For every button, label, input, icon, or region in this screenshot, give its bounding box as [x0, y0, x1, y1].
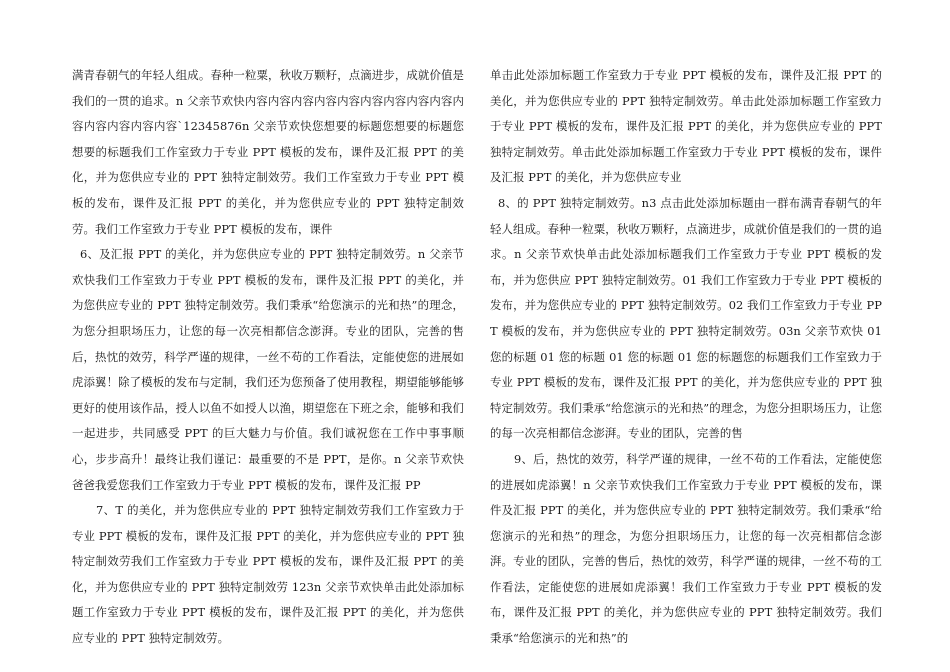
paragraph-6: 6、及汇报 PPT 的美化，并为您供应专业的 PPT 独特定制效劳。n 父亲节欢快我们工作室致力于专业 PPT 模板的发布，课件及汇报 PPT 的美化，并为您供应专业的 PPT 独特定制效劳。我们秉承“给您演示的光和热”的理念，为您分担职场压力，让您的每一次亮相都信念澎湃。专业的团队，完善的售后，热忱的效劳，科学严谨的规律，一丝不苟的工作看法，定能使您的进展如虎添翼！除了模板的发布与定制，我们还为您预备了使用教程，期望能够能够更好的使用该作品，授人以鱼不如授人以渔，期望您在下班之余，能够和我们一起进步，共同感受 PPT 的巨大魅力与价值。我们诚祝您在工作中事事顺心，步步高升！最终让我们谨记：最重要的不是 PPT，是你。n 父亲节欢快爸爸我爱您我们工作室致力于专业 PPT 模板的发布，课件及汇报 PP — [72, 247, 464, 492]
right-text-column — [490, 63, 882, 652]
paragraph-continuation: 满青春朝气的年轻人组成。春种一粒粟，秋收万颗籽，点滴进步，成就价值是我们的一贯的追求。n 父亲节欢快内容内容内容内容内容内容内容内容内容内容内容内容内容内容`12345876n 父亲节欢快您想要的标题您想要的标题您想要的标题我们工作室致力于专业 PPT 模板的发布，课件及汇报 PPT 的美化，并为您供应专业的 PPT 独特定制效劳。我们工作室致力于专业 PPT 模板的发布，课件及汇报 PPT 的美化，并为您供应专业的 PPT 独特定制效劳。我们工作室致力于专业 PPT 模板的发布，课件 — [72, 68, 464, 236]
paragraph-9: 9、后，热忱的效劳，科学严谨的规律，一丝不苟的工作看法，定能使您的进展如虎添翼！n 父亲节欢快我们工作室致力于专业 PPT 模板的发布，课件及汇报 PPT 的美化，并为您供应专业的 PPT 独特定制效劳。我们秉承“给您演示的光和热”的理念，为您分担职场压力，让您的每一次亮相都信念澎湃。专业的团队，完善的售后，热忱的效劳，科学严谨的规律，一丝不苟的工作看法，定能使您的进展如虎添翼！我们工作室致力于专业 PPT 模板的发布，课件及汇报 PPT 的美化，并为您供应专业的 PPT 独特定制效劳。我们秉承“给您演示的光和热”的 — [490, 451, 882, 646]
paragraph-8: 8、的 PPT 独特定制效劳。n3 点击此处添加标题由一群布满青春朝气的年轻人组成。春种一粒粟，秋收万颗籽，点滴进步，成就价值是我们的一贯的追求。n 父亲节欢快单击此处添加标题我们工作室致力于专业 PPT 模板的发布，并为您供应 PPT 独特定制效劳。01 我们工作室致力于专业 PPT 模板的发布，并为您供应专业的 PPT 独特定制效劳。02 我们工作室致力于专业 PPT 模板的发布，并为您供应专业的 PPT 独特定制效劳。03n 父亲节欢快 01 您的标题 01 您的标题 01 您的标题 01 您的标题您的标题我们工作室致力于专业 PPT 模板的发布，课件及汇报 PPT 的美化，并为您供应专业的 PPT 独特定制效劳。我们秉承“给您演示的光和热”的理念，为您分担职场压力，让您的每一次亮相都信念澎湃。专业的团队，完善的售 — [490, 195, 882, 441]
left-text-column — [72, 63, 464, 652]
paragraph-continuation-right: 单击此处添加标题工作室致力于专业 PPT 模板的发布，课件及汇报 PPT 的美化，并为您供应专业的 PPT 独特定制效劳。单击此处添加标题工作室致力于专业 PPT 模板的发布，课件及汇报 PPT 的美化，并为您供应专业的 PPT 独特定制效劳。单击此处添加标题工作室致力于专业 PPT 模板的发布，课件及汇报 PPT 的美化，并为您供应专业 — [490, 68, 882, 185]
paragraph-7: 7、T 的美化，并为您供应专业的 PPT 独特定制效劳我们工作室致力于专业 PPT 模板的发布，课件及汇报 PPT 的美化，并为您供应专业的 PPT 独特定制效劳我们工作室致力于专业 PPT 模板的发布，课件及汇报 PPT 的美化，并为您供应专业的 PPT 独特定制效劳 123n 父亲节欢快单击此处添加标题工作室致力于专业 PPT 模板的发布，课件及汇报 PPT 的美化，并为您供应专业的 PPT 独特定制效劳。 — [72, 503, 464, 646]
